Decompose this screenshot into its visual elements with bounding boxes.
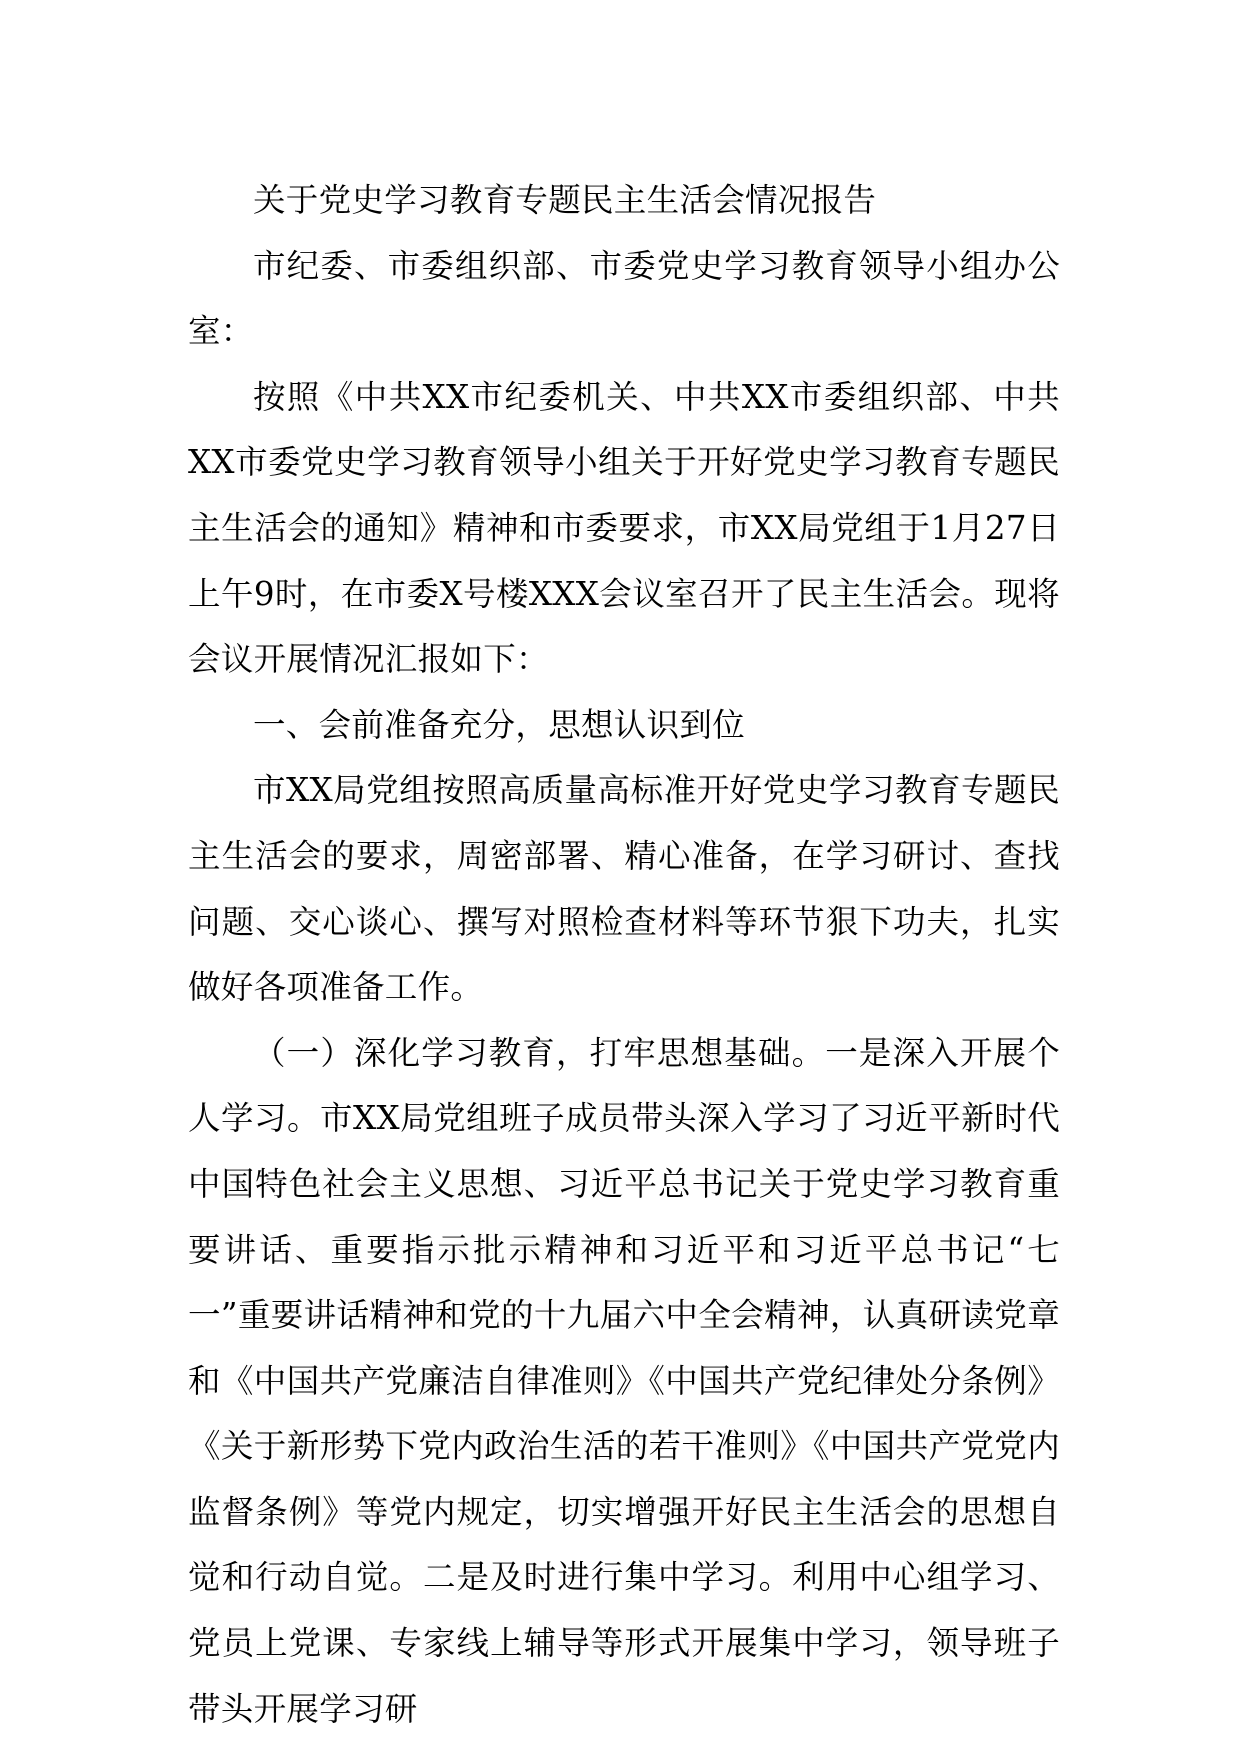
salutation: 市纪委、市委组织部、市委党史学习教育领导小组办公室： [188, 246, 1060, 351]
paragraph-intro: 按照《中共XX市纪委机关、中共XX市委组织部、中共XX市委党史学习教育领导小组关于开好党史学习教育专题民主生活会的通知》精神和市委要求，市XX局党组于1月27日上午9时，在市委X号楼XXX会议室召开了民主生活会。现将会议开展情况汇报如下： [188, 377, 1060, 679]
paragraph-subsection-1: （一）深化学习教育，打牢思想基础。一是深入开展个人学习。市XX局党组班子成员带头深入学习了习近平新时代中国特色社会主义思想、习近平总书记关于党史学习教育重要讲话、重要指示批示精神和习近平和习近平总书记“七一”重要讲话精神和党的十九届六中全会精神，认真研读党章和《中国共产党廉洁自律准则》《中国共产党纪律处分条例》《关于新形势下党内政治生活的若干准则》《中国共产党党内监督条例》等党内规定，切实增强开好民主生活会的思想自觉和行动自觉。二是及时进行集中学习。利用中心组学习、党员上党课、专家线上辅导等形式开展集中学习，领导班子带头开展学习研 [188, 1033, 1060, 1728]
document-title: 关于党史学习教育专题民主生活会情况报告 [253, 181, 877, 219]
document-body [188, 168, 1060, 1742]
paragraph-section-1: 市XX局党组按照高质量高标准开好党史学习教育专题民主生活会的要求，周密部署、精心准备，在学习研讨、查找问题、交心谈心、撰写对照检查材料等环节狠下功夫，扎实做好各项准备工作。 [188, 771, 1060, 1007]
section-heading-1: 一、会前准备充分，思想认识到位 [253, 705, 746, 744]
